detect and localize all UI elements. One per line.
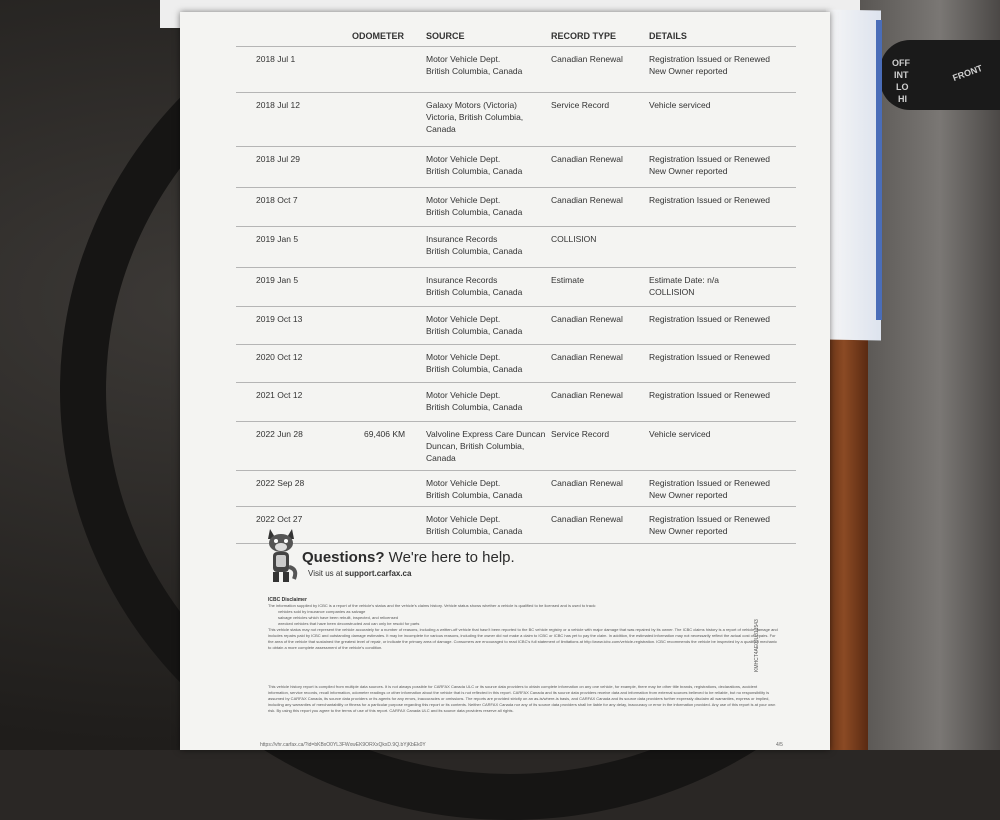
row-details: Registration Issued or Renewed New Owner reported [649, 514, 770, 536]
table-row [236, 47, 796, 93]
support-link[interactable]: support.carfax.ca [344, 569, 412, 578]
row-record-type: Canadian Renewal [551, 54, 623, 64]
table-row [236, 471, 796, 507]
visit-prefix: Visit us at [308, 569, 345, 578]
footer-page-number: 4/5 [776, 742, 783, 748]
row-record-type: Canadian Renewal [551, 352, 623, 362]
header-record-type: RECORD TYPE [551, 31, 617, 41]
disclaimer-title: ICBC Disclaimer [268, 597, 307, 603]
header-details: DETAILS [649, 31, 687, 41]
row-record-type: Canadian Renewal [551, 314, 623, 324]
row-details: Registration Issued or Renewed [649, 390, 770, 400]
row-source: Motor Vehicle Dept. British Columbia, Canada [426, 314, 523, 336]
row-date: 2018 Oct 7 [256, 195, 298, 205]
row-details: Vehicle serviced [649, 429, 711, 439]
carfax-report-page [180, 12, 830, 750]
questions-title-bold: Questions? [302, 549, 385, 566]
row-details: Vehicle serviced [649, 100, 711, 110]
stalk-label-lo: LO [896, 82, 909, 92]
row-record-type: Canadian Renewal [551, 195, 623, 205]
row-date: 2022 Sep 28 [256, 478, 305, 488]
row-record-type: Service Record [551, 100, 610, 110]
row-date: 2022 Jun 28 [256, 429, 303, 439]
table-row [236, 307, 796, 345]
row-source: Galaxy Motors (Victoria) Victoria, British Columbia, Canada [426, 100, 524, 134]
wiper-stalk [880, 40, 1000, 110]
carfax-fox-mascot-icon [264, 527, 298, 585]
row-record-type: COLLISION [551, 234, 597, 244]
row-source: Motor Vehicle Dept. British Columbia, Canada [426, 514, 523, 536]
disclaimer-bullet: salvage vehicles which have been rebuilt, inspected, and relicensed [278, 615, 399, 620]
row-record-type: Canadian Renewal [551, 514, 623, 524]
row-date: 2018 Jul 1 [256, 54, 296, 64]
table-row [236, 383, 796, 422]
questions-title-rest: We're here to help. [384, 549, 515, 566]
paper-edge [826, 10, 881, 341]
row-source: Motor Vehicle Dept. British Columbia, Canada [426, 390, 523, 412]
row-source: Motor Vehicle Dept. British Columbia, Canada [426, 478, 523, 500]
questions-section [264, 527, 664, 587]
table-row [236, 227, 796, 268]
disclaimer-intro: The information supplied by ICBC is a report of the vehicle's status and the vehicle's claims history. Vehicle status shows whether a vehicle is qualified to be licensed and is used to track: [268, 603, 597, 608]
stalk-label-int: INT [894, 70, 909, 80]
stalk-label-hi: HI [898, 94, 907, 104]
row-details: Registration Issued or Renewed New Owner reported [649, 478, 770, 500]
row-date: 2018 Jul 12 [256, 100, 300, 110]
row-details: Registration Issued or Renewed New Owner reported [649, 54, 770, 76]
blue-folder-edge [876, 20, 882, 320]
disclaimer-body: This vehicle status may not represent the vehicle accurately for a number of reasons, including a written-off vehicle that hasn't been reported to the BC vehicle registry or a vehicle with major damage that was repaired by its owner. The ICBC claims history is a report of vehicle damage and includes repairs paid by ICBC and outstanding damage estimates. It may be incomplete for various reasons, including the owner did not make a claim to ICBC or ICBC has yet to pay the claim. In addition, the estimated information may not necessarily reflect the actual cost of repairs. For the area of the vehicle that sustained the greatest level of repair, or indicate the primary area of damage. Consumers are encouraged to read ICBC's full statement of limitations at http://www.icbc.com/vehicle-registration. ICBC recommends the vehicle be inspected by a qualified mechanic to obtain a more complete assessment of the vehicle's condition. [268, 627, 778, 650]
row-date: 2022 Oct 27 [256, 514, 303, 524]
footer-url: https://vhr.carfax.ca/?id=bKBxO0YL3FWxwEK9ORXxQkxD.9Q.bYjKbEk0Y [260, 742, 426, 748]
row-date: 2019 Oct 13 [256, 314, 303, 324]
row-record-type: Canadian Renewal [551, 390, 623, 400]
row-source: Motor Vehicle Dept. British Columbia, Canada [426, 195, 523, 217]
row-record-type: Service Record [551, 429, 610, 439]
header-odometer: ODOMETER [352, 31, 405, 41]
table-header [236, 26, 796, 47]
row-date: 2018 Jul 29 [256, 154, 300, 164]
history-table [236, 26, 796, 544]
row-odometer: 69,406 KM [364, 429, 406, 439]
row-details: Registration Issued or Renewed [649, 352, 770, 362]
row-details: Estimate Date: n/a COLLISION [649, 275, 719, 297]
table-row [236, 188, 796, 227]
row-source: Insurance Records British Columbia, Canada [426, 234, 523, 256]
header-source: SOURCE [426, 31, 465, 41]
stalk-label-front: FRONT [951, 63, 984, 83]
row-source: Motor Vehicle Dept. British Columbia, Canada [426, 54, 523, 76]
support-visit-text [308, 569, 411, 578]
legal-notice: This vehicle history report is compiled from multiple data sources. It is not always possible for CARFAX Canada ULC or its source data providers to obtain complete information on any one vehicle, for example, there may be other title brands, registrations, declarations, accident information, service records, recall information, odometer readings or other information about the vehicle that is not reflected in this report. CARFAX Canada and its source data providers receive data and information from external sources believed to be reliable, but no responsibility is assumed by CARFAX Canada, its source data providers or its agents for any errors, inaccuracies or omissions. The reports are provided strictly on an as-is/where-is basis, and CARFAX Canada and its source data providers further expressly disclaim all warranties, express or implied, including any warranties of merchantability or fitness for a particular purpose regarding this report or its contents. Neither CARFAX Canada nor any of its source data providers shall be liable for any delay, inaccuracy or error in the information provided. Any use of this report is at your own risk. By using this report you agree to the terms of use of this report. CARFAX Canada ULC and its source data providers reserve all rights. [268, 684, 776, 713]
stalk-label-off: OFF [892, 58, 910, 68]
row-details: Registration Issued or Renewed [649, 195, 770, 205]
table-row [236, 93, 796, 147]
icbc-disclaimer [268, 597, 778, 651]
vin-side-code: KMHCT4AE0JU313543 [754, 619, 760, 672]
table-row [236, 268, 796, 307]
row-date: 2021 Oct 12 [256, 390, 303, 400]
row-source: Valvoline Express Care Duncan Duncan, British Columbia, Canada [426, 429, 546, 463]
row-date: 2019 Jan 5 [256, 234, 299, 244]
row-details: Registration Issued or Renewed [649, 314, 770, 324]
row-date: 2019 Jan 5 [256, 275, 299, 285]
row-source: Motor Vehicle Dept. British Columbia, Canada [426, 352, 523, 374]
table-row [236, 147, 796, 188]
disclaimer-bullet: wrecked vehicles that have been deconstructed and can only be resold for parts [278, 621, 420, 626]
row-record-type: Canadian Renewal [551, 154, 623, 164]
row-record-type: Estimate [551, 275, 585, 285]
questions-title [302, 549, 515, 566]
row-date: 2020 Oct 12 [256, 352, 303, 362]
row-source: Motor Vehicle Dept. British Columbia, Canada [426, 154, 523, 176]
disclaimer-bullet: vehicles sold by insurance companies as salvage [278, 609, 366, 614]
table-row [236, 422, 796, 471]
row-record-type: Canadian Renewal [551, 478, 623, 488]
table-row [236, 345, 796, 383]
row-source: Insurance Records British Columbia, Canada [426, 275, 523, 297]
row-details: Registration Issued or Renewed New Owner reported [649, 154, 770, 176]
